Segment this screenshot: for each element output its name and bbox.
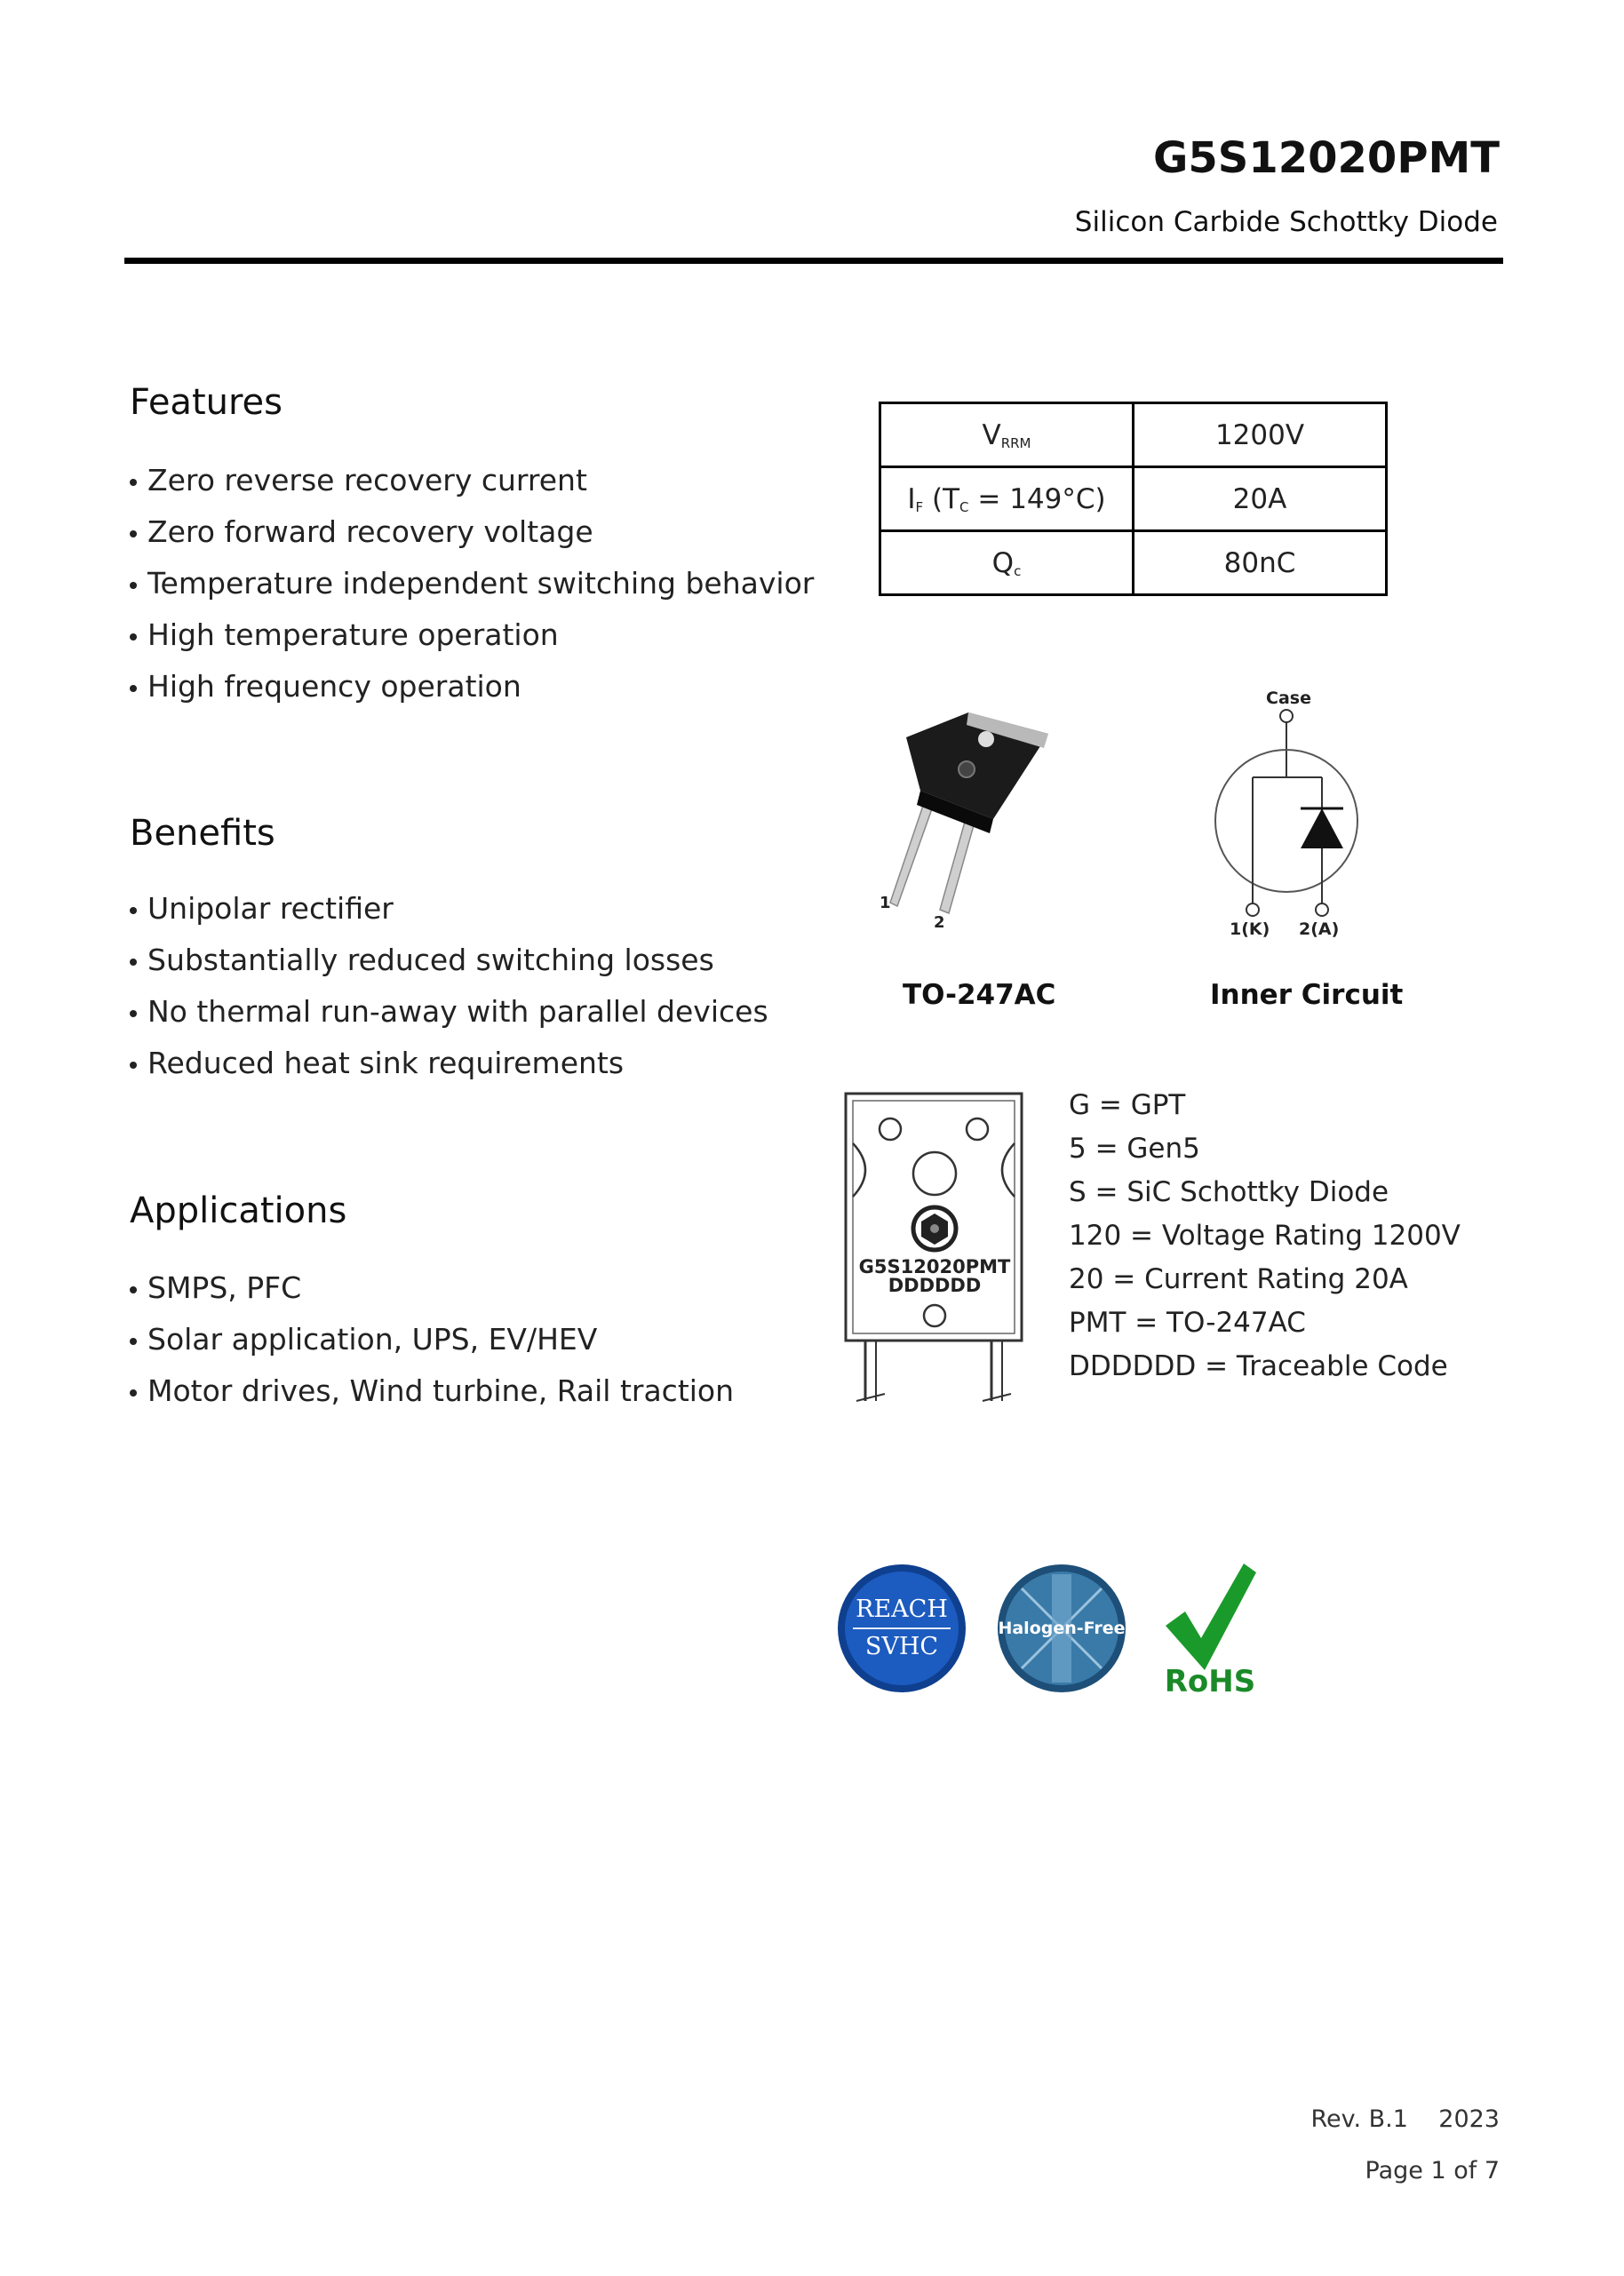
spec-param-if: $I_F$ $(T_C = 149^\circ C)$ [880, 467, 1134, 531]
list-item: 120 = Voltage Rating 1200V [1069, 1220, 1461, 1252]
list-item: 20 = Current Rating 20A [1069, 1263, 1408, 1295]
benefits-list [130, 883, 768, 1089]
list-item: Solar application, UPS, EV/HEV [130, 1314, 734, 1365]
spec-param-qc: $Q_c$ [880, 531, 1134, 595]
header-rule [124, 258, 1503, 264]
reach-label: REACH [856, 1596, 948, 1623]
list-item: Zero forward recovery voltage [130, 506, 814, 558]
marking-code-legend [1069, 1084, 1461, 1389]
features-list [130, 455, 814, 712]
list-item: 5 = Gen5 [1069, 1133, 1200, 1165]
list-item: Zero reverse recovery current [130, 455, 814, 506]
package-caption: TO-247AC [903, 979, 1056, 1011]
list-item: Unipolar rectifier [130, 883, 768, 935]
page-number: Page 1 of 7 [1365, 2157, 1500, 2184]
applications-heading: Applications [130, 1190, 347, 1231]
list-item: G = GPT [1069, 1089, 1186, 1121]
table-row [880, 467, 1387, 531]
list-item: S = SiC Schottky Diode [1069, 1176, 1389, 1208]
list-item: PMT = TO-247AC [1069, 1307, 1306, 1339]
list-item: Motor drives, Wind turbine, Rail traction [130, 1365, 734, 1417]
list-item: Reduced heat sink requirements [130, 1038, 768, 1089]
pin-2-label: 2 [934, 913, 945, 932]
features-heading: Features [130, 382, 283, 423]
benefits-heading: Benefits [130, 813, 275, 854]
rohs-badge [1157, 1556, 1263, 1699]
rohs-label: RoHS [1164, 1664, 1256, 1699]
reach-svhc-badge [835, 1562, 968, 1695]
svhc-label: SVHC [864, 1633, 939, 1660]
halogen-free-label: Halogen-Free [998, 1619, 1126, 1638]
marking-diagram [835, 1088, 1031, 1417]
inner-circuit-diagram [1190, 684, 1395, 951]
list-item: High frequency operation [130, 661, 814, 712]
part-number-title: G5S12020PMT [1152, 133, 1500, 183]
applications-list [130, 1262, 734, 1417]
list-item: Substantially reduced switching losses [130, 935, 768, 986]
marking-line-part: G5S12020PMT [858, 1256, 1011, 1277]
document-subtitle: Silicon Carbide Schottky Diode [1074, 206, 1498, 238]
anode-pin-label: 2(A) [1299, 919, 1340, 939]
list-item: DDDDDD = Traceable Code [1069, 1350, 1448, 1382]
revision-info: Rev. B.1 2023 [1310, 2105, 1500, 2133]
spec-value-vrrm: 1200V [1134, 403, 1387, 467]
pin-1-label: 1 [880, 894, 891, 912]
case-label: Case [1266, 688, 1311, 708]
halogen-free-badge [995, 1562, 1128, 1695]
spec-value-if: 20A [1134, 467, 1387, 531]
marking-line-trace: DDDDDD [888, 1275, 982, 1296]
spec-value-qc: 80nC [1134, 531, 1387, 595]
list-item: High temperature operation [130, 609, 814, 661]
list-item: No thermal run-away with parallel devices [130, 986, 768, 1038]
cathode-pin-label: 1(K) [1230, 919, 1270, 939]
to247-package-image [871, 702, 1066, 933]
spec-param-vrrm: $V_{RRM}$ [880, 403, 1134, 467]
key-spec-table [879, 402, 1388, 596]
check-mark-icon [1166, 1564, 1256, 1670]
list-item: SMPS, PFC [130, 1262, 734, 1314]
list-item: Temperature independent switching behavior [130, 558, 814, 609]
inner-circuit-caption: Inner Circuit [1210, 979, 1404, 1011]
table-row [880, 403, 1387, 467]
table-row [880, 531, 1387, 595]
